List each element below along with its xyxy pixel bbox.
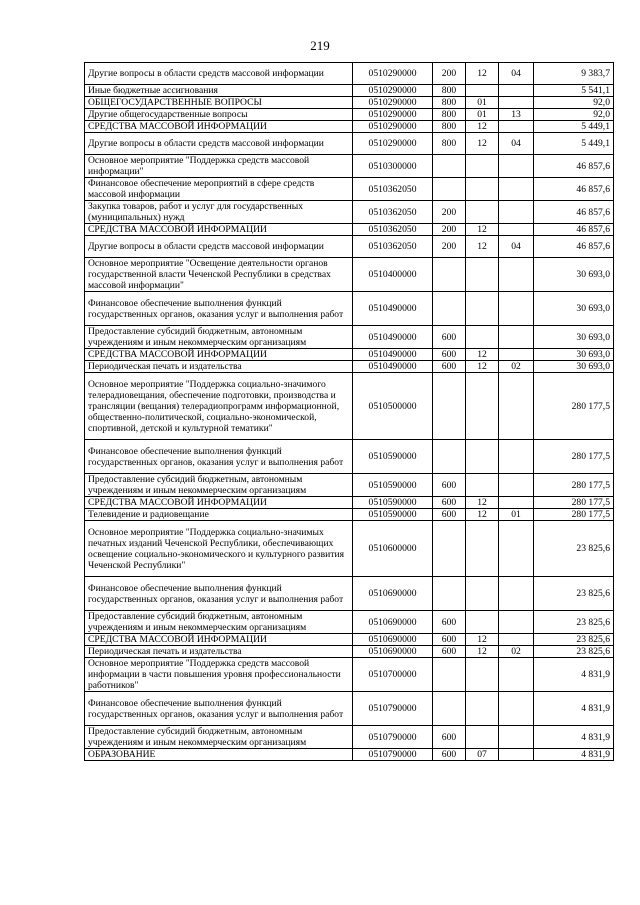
row-subsection — [499, 258, 534, 292]
row-name: СРЕДСТВА МАССОВОЙ ИНФОРМАЦИИ — [85, 121, 353, 133]
row-expense-type: 600 — [433, 497, 466, 509]
row-section — [466, 611, 499, 634]
row-amount: 9 383,7 — [534, 63, 614, 85]
table-row — [85, 326, 614, 349]
row-section — [466, 85, 499, 97]
row-subsection — [499, 611, 534, 634]
row-expense-type: 200 — [433, 201, 466, 224]
row-name: Предоставление субсидий бюджетным, автономным учреждениям и иным некоммерческим организациям — [85, 726, 353, 749]
row-expense-type: 200 — [433, 236, 466, 258]
row-subsection — [499, 201, 534, 224]
table-row — [85, 258, 614, 292]
row-expense-type — [433, 577, 466, 611]
row-subsection: 13 — [499, 109, 534, 121]
row-subsection — [499, 85, 534, 97]
table-row — [85, 224, 614, 236]
row-section — [466, 658, 499, 692]
row-amount: 92,0 — [534, 97, 614, 109]
row-expense-type: 600 — [433, 326, 466, 349]
row-section: 12 — [466, 497, 499, 509]
row-code: 0510290000 — [353, 121, 433, 133]
row-section — [466, 258, 499, 292]
row-subsection — [499, 692, 534, 726]
row-code: 0510690000 — [353, 577, 433, 611]
table-row — [85, 155, 614, 178]
row-subsection — [499, 178, 534, 201]
row-expense-type: 800 — [433, 133, 466, 155]
row-name: Основное мероприятие "Поддержка социально-значимых печатных изданий Чеченской Республики, обеспечивающих освещение социально-экономического и культурного развития Чеченской Республики" — [85, 521, 353, 577]
row-expense-type — [433, 521, 466, 577]
row-subsection — [499, 97, 534, 109]
row-section — [466, 373, 499, 440]
row-expense-type: 600 — [433, 349, 466, 361]
row-code: 0510362050 — [353, 178, 433, 201]
row-expense-type: 200 — [433, 224, 466, 236]
row-expense-type: 600 — [433, 361, 466, 373]
row-amount: 5 449,1 — [534, 133, 614, 155]
row-expense-type: 600 — [433, 611, 466, 634]
row-expense-type: 800 — [433, 97, 466, 109]
row-section: 01 — [466, 109, 499, 121]
row-code: 0510362050 — [353, 236, 433, 258]
row-subsection: 02 — [499, 646, 534, 658]
row-subsection — [499, 349, 534, 361]
row-code: 0510600000 — [353, 521, 433, 577]
row-amount: 280 177,5 — [534, 474, 614, 497]
row-code: 0510362050 — [353, 224, 433, 236]
row-expense-type: 600 — [433, 646, 466, 658]
row-name: ОБРАЗОВАНИЕ — [85, 749, 353, 761]
row-amount: 4 831,9 — [534, 658, 614, 692]
table-row — [85, 509, 614, 521]
row-name: Закупка товаров, работ и услуг для государственных (муниципальных) нужд — [85, 201, 353, 224]
row-name: СРЕДСТВА МАССОВОЙ ИНФОРМАЦИИ — [85, 349, 353, 361]
row-code: 0510590000 — [353, 497, 433, 509]
row-section — [466, 577, 499, 611]
table-row — [85, 63, 614, 85]
row-section: 12 — [466, 133, 499, 155]
row-amount: 4 831,9 — [534, 749, 614, 761]
row-section: 12 — [466, 236, 499, 258]
row-expense-type: 600 — [433, 509, 466, 521]
row-expense-type: 200 — [433, 63, 466, 85]
row-amount: 280 177,5 — [534, 509, 614, 521]
row-subsection — [499, 373, 534, 440]
row-name: Основное мероприятие "Поддержка средств массовой информации в части повышения уровня профессиональности работников" — [85, 658, 353, 692]
row-subsection: 04 — [499, 236, 534, 258]
table-row — [85, 373, 614, 440]
table-row — [85, 133, 614, 155]
row-section — [466, 521, 499, 577]
table-row — [85, 749, 614, 761]
row-code: 0510490000 — [353, 349, 433, 361]
table-row — [85, 497, 614, 509]
row-name: Телевидение и радиовещание — [85, 509, 353, 521]
row-expense-type: 600 — [433, 726, 466, 749]
row-code: 0510490000 — [353, 361, 433, 373]
row-name: СРЕДСТВА МАССОВОЙ ИНФОРМАЦИИ — [85, 224, 353, 236]
row-amount: 5 541,1 — [534, 85, 614, 97]
table-row — [85, 361, 614, 373]
row-amount: 46 857,6 — [534, 236, 614, 258]
row-name: Основное мероприятие "Поддержка социально-значимого телерадиовещания, обеспечение подготовки, производства и трансляции (вещания) телерадиопрограмм информационной, общественно-политической, социально-экономической, спортивной, детской и культурной тематики" — [85, 373, 353, 440]
row-code: 0510300000 — [353, 155, 433, 178]
row-section — [466, 155, 499, 178]
row-expense-type — [433, 155, 466, 178]
row-name: Финансовое обеспечение выполнения функций государственных органов, оказания услуг и выполнения работ — [85, 440, 353, 474]
table-row — [85, 201, 614, 224]
row-section: 12 — [466, 646, 499, 658]
row-amount: 30 693,0 — [534, 292, 614, 326]
row-section: 12 — [466, 509, 499, 521]
row-name: Иные бюджетные ассигнования — [85, 85, 353, 97]
row-expense-type — [433, 658, 466, 692]
table-row — [85, 121, 614, 133]
row-subsection: 02 — [499, 361, 534, 373]
row-amount: 4 831,9 — [534, 726, 614, 749]
row-name: Основное мероприятие "Поддержка средств массовой информации" — [85, 155, 353, 178]
row-code: 0510790000 — [353, 692, 433, 726]
row-code: 0510690000 — [353, 634, 433, 646]
row-subsection — [499, 634, 534, 646]
row-name: Финансовое обеспечение мероприятий в сфере средств массовой информации — [85, 178, 353, 201]
row-name: Основное мероприятие "Освещение деятельности органов государственной власти Чеченской Республики в средствах массовой информации" — [85, 258, 353, 292]
row-section: 01 — [466, 97, 499, 109]
row-name: Финансовое обеспечение выполнения функций государственных органов, оказания услуг и выполнения работ — [85, 577, 353, 611]
row-section — [466, 201, 499, 224]
row-name: Другие вопросы в области средств массовой информации — [85, 236, 353, 258]
row-code: 0510362050 — [353, 201, 433, 224]
row-amount: 46 857,6 — [534, 178, 614, 201]
table-row — [85, 611, 614, 634]
row-expense-type: 800 — [433, 109, 466, 121]
row-subsection — [499, 521, 534, 577]
row-expense-type: 800 — [433, 121, 466, 133]
row-section — [466, 326, 499, 349]
row-section: 07 — [466, 749, 499, 761]
table-row — [85, 658, 614, 692]
row-amount: 280 177,5 — [534, 440, 614, 474]
row-code: 0510690000 — [353, 611, 433, 634]
row-expense-type: 600 — [433, 634, 466, 646]
row-subsection — [499, 577, 534, 611]
row-subsection — [499, 326, 534, 349]
row-name: СРЕДСТВА МАССОВОЙ ИНФОРМАЦИИ — [85, 634, 353, 646]
row-section — [466, 726, 499, 749]
row-code: 0510500000 — [353, 373, 433, 440]
table-row — [85, 178, 614, 201]
row-section: 12 — [466, 349, 499, 361]
row-amount: 23 825,6 — [534, 634, 614, 646]
row-code: 0510790000 — [353, 726, 433, 749]
row-amount: 46 857,6 — [534, 201, 614, 224]
row-section: 12 — [466, 63, 499, 85]
table-row — [85, 646, 614, 658]
row-expense-type: 600 — [433, 474, 466, 497]
row-subsection — [499, 224, 534, 236]
row-amount: 23 825,6 — [534, 611, 614, 634]
row-subsection — [499, 497, 534, 509]
row-code: 0510490000 — [353, 292, 433, 326]
row-code: 0510400000 — [353, 258, 433, 292]
row-code: 0510290000 — [353, 63, 433, 85]
row-expense-type — [433, 292, 466, 326]
row-expense-type — [433, 178, 466, 201]
row-name: Другие вопросы в области средств массовой информации — [85, 63, 353, 85]
row-code: 0510590000 — [353, 509, 433, 521]
row-subsection — [499, 440, 534, 474]
row-expense-type — [433, 258, 466, 292]
row-subsection — [499, 726, 534, 749]
table-row — [85, 236, 614, 258]
table-row — [85, 726, 614, 749]
row-code: 0510590000 — [353, 474, 433, 497]
table-row — [85, 634, 614, 646]
row-amount: 30 693,0 — [534, 326, 614, 349]
table-row — [85, 577, 614, 611]
row-section — [466, 440, 499, 474]
budget-table — [84, 62, 614, 761]
row-code: 0510290000 — [353, 109, 433, 121]
table-row — [85, 349, 614, 361]
row-amount: 280 177,5 — [534, 497, 614, 509]
row-amount: 5 449,1 — [534, 121, 614, 133]
row-name: Периодическая печать и издательства — [85, 646, 353, 658]
row-amount: 30 693,0 — [534, 349, 614, 361]
row-name: ОБЩЕГОСУДАРСТВЕННЫЕ ВОПРОСЫ — [85, 97, 353, 109]
row-section — [466, 292, 499, 326]
row-expense-type — [433, 440, 466, 474]
table-row — [85, 97, 614, 109]
row-code: 0510700000 — [353, 658, 433, 692]
row-name: Периодическая печать и издательства — [85, 361, 353, 373]
row-amount: 30 693,0 — [534, 361, 614, 373]
row-name: Финансовое обеспечение выполнения функций государственных органов, оказания услуг и выполнения работ — [85, 292, 353, 326]
row-subsection: 01 — [499, 509, 534, 521]
row-subsection — [499, 292, 534, 326]
row-subsection: 04 — [499, 133, 534, 155]
row-section: 12 — [466, 224, 499, 236]
row-name: Предоставление субсидий бюджетным, автономным учреждениям и иным некоммерческим организациям — [85, 611, 353, 634]
row-code: 0510290000 — [353, 85, 433, 97]
table-row — [85, 692, 614, 726]
row-subsection: 04 — [499, 63, 534, 85]
table-row — [85, 109, 614, 121]
row-section: 12 — [466, 121, 499, 133]
row-expense-type — [433, 692, 466, 726]
row-expense-type: 600 — [433, 749, 466, 761]
row-name: Другие вопросы в области средств массовой информации — [85, 133, 353, 155]
row-code: 0510290000 — [353, 97, 433, 109]
table-row — [85, 474, 614, 497]
row-amount: 280 177,5 — [534, 373, 614, 440]
row-amount: 46 857,6 — [534, 224, 614, 236]
row-amount: 92,0 — [534, 109, 614, 121]
row-amount: 23 825,6 — [534, 577, 614, 611]
row-name: Другие общегосударственные вопросы — [85, 109, 353, 121]
table-row — [85, 440, 614, 474]
row-expense-type — [433, 373, 466, 440]
row-code: 0510490000 — [353, 326, 433, 349]
row-code: 0510790000 — [353, 749, 433, 761]
row-amount: 30 693,0 — [534, 258, 614, 292]
row-section: 12 — [466, 634, 499, 646]
row-name: Предоставление субсидий бюджетным, автономным учреждениям и иным некоммерческим организациям — [85, 474, 353, 497]
row-subsection — [499, 121, 534, 133]
table-row — [85, 292, 614, 326]
row-code: 0510590000 — [353, 440, 433, 474]
budget-table-body — [85, 63, 614, 761]
page-number: 219 — [310, 38, 330, 53]
row-amount: 23 825,6 — [534, 521, 614, 577]
table-row — [85, 85, 614, 97]
row-name: Предоставление субсидий бюджетным, автономным учреждениям и иным некоммерческим организациям — [85, 326, 353, 349]
row-section — [466, 474, 499, 497]
row-section: 12 — [466, 361, 499, 373]
row-name: Финансовое обеспечение выполнения функций государственных органов, оказания услуг и выполнения работ — [85, 692, 353, 726]
row-subsection — [499, 749, 534, 761]
row-code: 0510290000 — [353, 133, 433, 155]
row-amount: 4 831,9 — [534, 692, 614, 726]
row-subsection — [499, 658, 534, 692]
table-row — [85, 521, 614, 577]
row-section — [466, 178, 499, 201]
row-expense-type: 800 — [433, 85, 466, 97]
row-subsection — [499, 155, 534, 178]
row-subsection — [499, 474, 534, 497]
row-amount: 46 857,6 — [534, 155, 614, 178]
row-code: 0510690000 — [353, 646, 433, 658]
row-amount: 23 825,6 — [534, 646, 614, 658]
row-section — [466, 692, 499, 726]
row-name: СРЕДСТВА МАССОВОЙ ИНФОРМАЦИИ — [85, 497, 353, 509]
